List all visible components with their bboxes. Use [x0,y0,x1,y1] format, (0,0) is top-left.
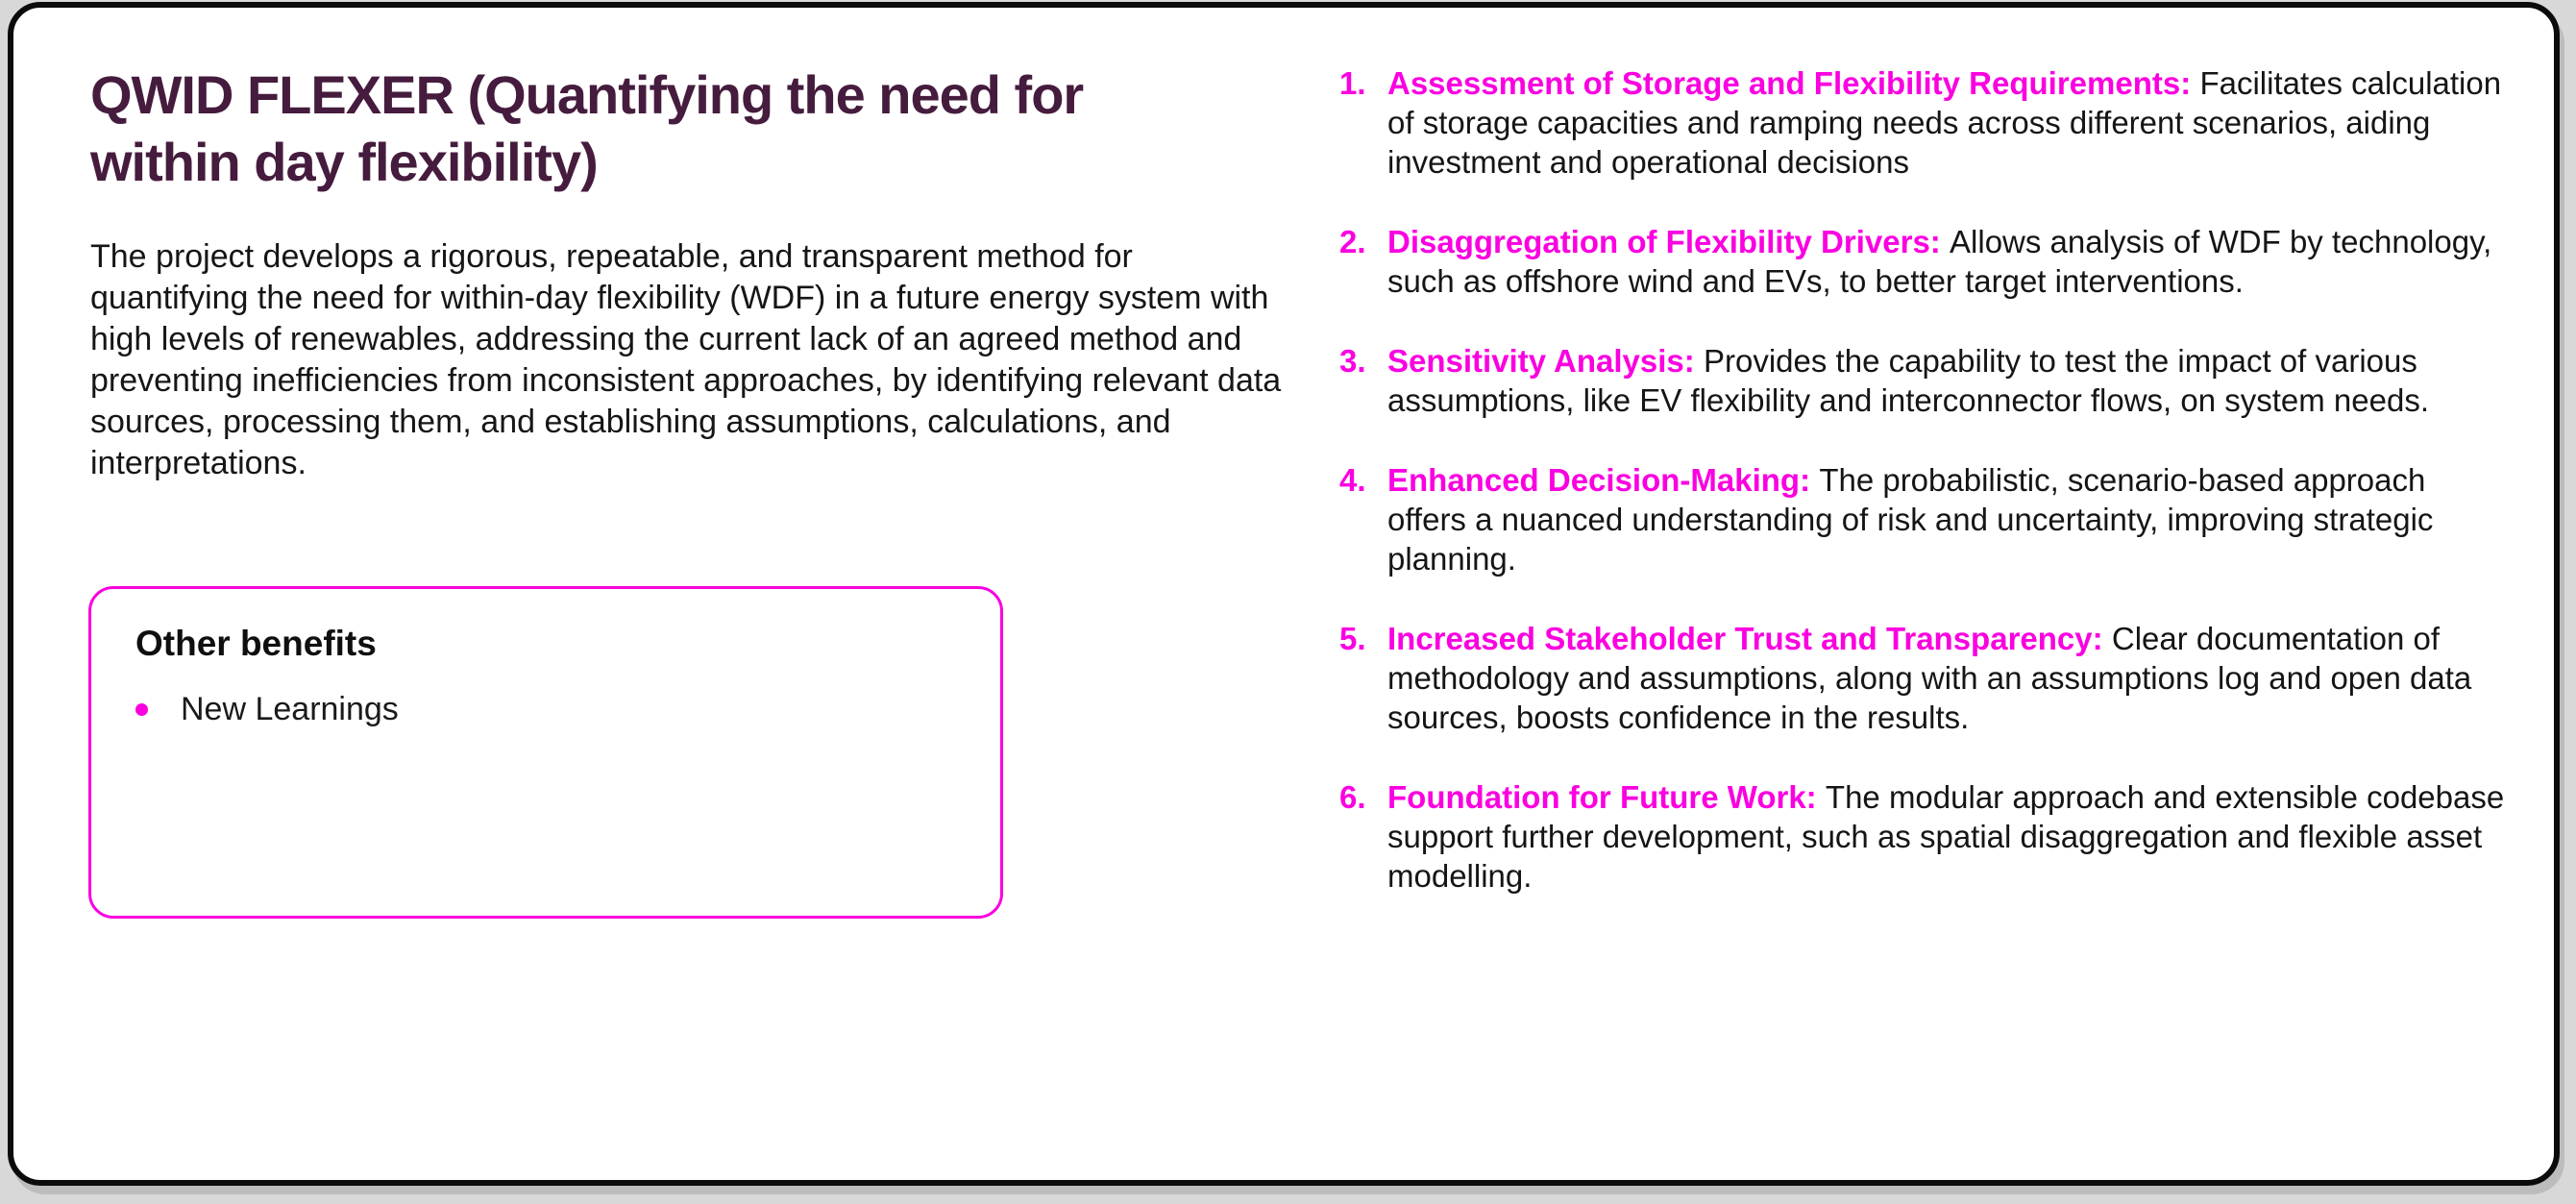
item-body: Facilitates calculation of storage capacities and ramping needs across different scenarios, aiding investment and operational decisions [1387,65,2502,180]
item-heading: Enhanced Decision-Making: [1387,462,1811,498]
list-item [1339,63,2507,182]
bullet-icon [135,703,148,716]
item-body: The probabilistic, scenario-based approach offers a nuanced understanding of risk and uncertainty, improving strategic planning. [1387,462,2434,577]
page-title: QWID FLEXER (Quantifying the need for within day flexibility) [90,64,1084,192]
item-text [1387,777,2507,896]
other-benefits-box [88,586,1003,919]
list-item [135,691,956,728]
item-heading: Disaggregation of Flexibility Drivers: [1387,224,1941,259]
list-item [1339,619,2507,737]
benefit-label: New Learnings [181,691,399,727]
list-item [1339,341,2507,420]
item-number: 2. [1339,224,1366,259]
other-benefits-heading: Other benefits [135,624,377,663]
item-heading: Sensitivity Analysis: [1387,343,1695,379]
item-number: 1. [1339,65,1366,101]
key-benefits-list [1339,63,2507,936]
item-text [1387,222,2507,301]
item-body: Allows analysis of WDF by technology, such as offshore wind and EVs, to better target interventions. [1387,224,2492,299]
item-number: 5. [1339,621,1366,656]
item-text [1387,460,2507,578]
item-text [1387,619,2507,737]
item-text [1387,63,2507,182]
item-heading: Foundation for Future Work: [1387,779,1817,815]
item-body: Clear documentation of methodology and assumptions, along with an assumptions log and open data sources, boosts confidence in the results. [1387,621,2472,735]
list-item [1339,222,2507,301]
project-description: The project develops a rigorous, repeatable, and transparent method for quantifying the need for within-day flexibility (WDF) in a future energy system with high levels of renewables, addressing the current lack of an agreed method and preventing inefficiencies from inconsistent approaches, by identifying relevant data sources, processing them, and establishing assumptions, calculations, and interpretations. [90,238,1282,481]
item-body: Provides the capability to test the impact of various assumptions, like EV flexibility and interconnector flows, on system needs. [1387,343,2430,418]
item-heading: Increased Stakeholder Trust and Transparency: [1387,621,2103,656]
item-text [1387,341,2507,420]
content-card [8,2,2560,1186]
list-item [1339,777,2507,896]
item-heading: Assessment of Storage and Flexibility Requirements: [1387,65,2192,101]
item-number: 3. [1339,343,1366,379]
item-number: 6. [1339,779,1366,815]
list-item [1339,460,2507,578]
item-number: 4. [1339,462,1366,498]
item-body: The modular approach and extensible codebase support further development, such as spatial disaggregation and flexible asset modelling. [1387,779,2505,894]
